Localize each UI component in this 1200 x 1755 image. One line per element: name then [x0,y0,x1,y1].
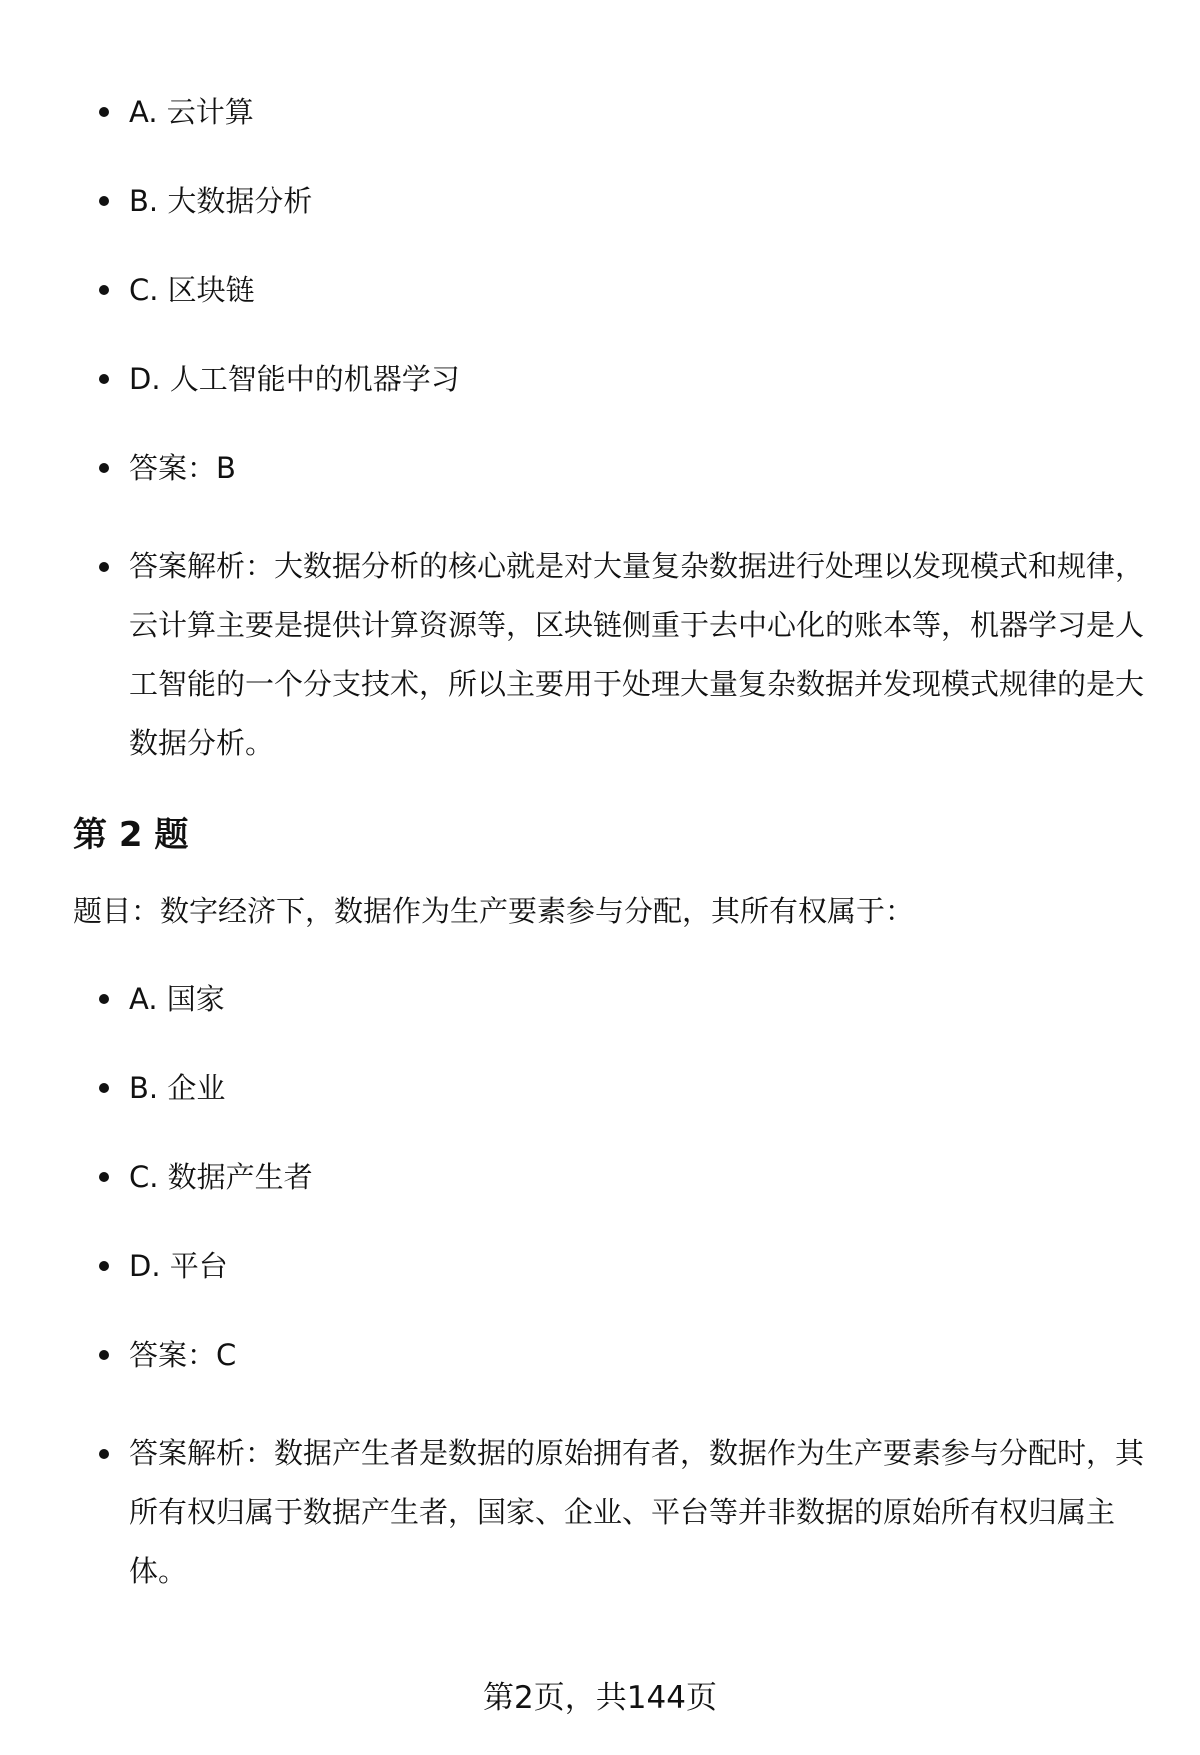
bullet-icon [99,1449,109,1459]
list-item [73,1157,1153,1197]
list-item [73,1424,1153,1601]
list-item [73,448,1153,488]
answer-text: 答案：B [129,451,236,485]
analysis-text: 答案解析：大数据分析的核心就是对大量复杂数据进行处理以发现模式和规律，云计算主要是提供计算资源等，区块链侧重于去中心化的账本等，机器学习是人工智能的一个分支技术，所以主要用于处理大量复杂数据并发现模式规律的是大数据分析。 [129,549,1145,760]
page-content [73,92,1153,1641]
option-a: A. 云计算 [129,95,254,129]
page-indicator: 第2页，共144页 [483,1680,717,1716]
list-item [73,537,1153,773]
list-item [73,181,1153,221]
option-c: C. 区块链 [129,273,255,307]
option-d: D. 平台 [129,1249,228,1283]
bullet-icon [99,196,109,206]
list-item [73,1068,1153,1108]
bullet-icon [99,562,109,572]
option-b: B. 企业 [129,1071,226,1105]
bullet-icon [99,1172,109,1182]
bullet-icon [99,994,109,1004]
bullet-icon [99,107,109,117]
list-item [73,1246,1153,1286]
list-item [73,270,1153,310]
bullet-icon [99,374,109,384]
list-item [73,359,1153,399]
question-1-list [73,92,1153,773]
option-a: A. 国家 [129,982,225,1016]
option-d: D. 人工智能中的机器学习 [129,362,460,396]
question-2-list [73,979,1153,1601]
list-item [73,979,1153,1019]
question-stem: 题目：数字经济下，数据作为生产要素参与分配，其所有权属于： [73,894,915,928]
bullet-icon [99,1083,109,1093]
option-b: B. 大数据分析 [129,184,313,218]
bullet-icon [99,463,109,473]
option-c: C. 数据产生者 [129,1160,313,1194]
analysis-text: 答案解析：数据产生者是数据的原始拥有者，数据作为生产要素参与分配时，其所有权归属于数据产生者，国家、企业、平台等并非数据的原始所有权归属主体。 [129,1436,1145,1588]
question-title: 第 2 题 [73,815,189,855]
bullet-icon [99,1350,109,1360]
list-item [73,92,1153,132]
bullet-icon [99,285,109,295]
bullet-icon [99,1261,109,1271]
list-item [73,1335,1153,1375]
answer-text: 答案：C [129,1338,237,1372]
